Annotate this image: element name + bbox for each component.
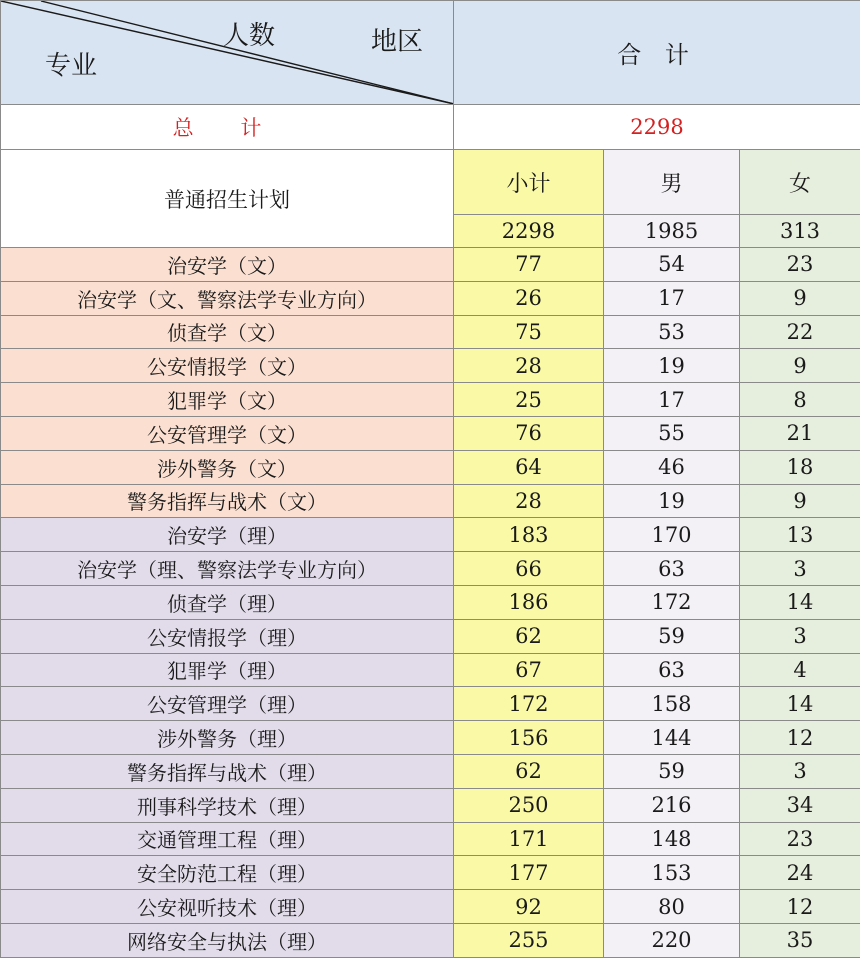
major-name: 公安管理学（理） — [1, 687, 454, 721]
total-column-header: 合 计 — [454, 1, 861, 105]
table-row — [1, 923, 861, 957]
table-row — [1, 585, 861, 619]
table-row — [1, 788, 861, 822]
major-name: 治安学（文） — [1, 248, 454, 282]
subtotal-cell: 92 — [454, 890, 604, 924]
male-cell: 170 — [604, 518, 740, 552]
subtotal-cell: 64 — [454, 450, 604, 484]
female-cell: 23 — [740, 248, 861, 282]
major-header-label: 专业 — [45, 51, 98, 81]
table-row — [1, 315, 861, 349]
subtotal-cell: 25 — [454, 383, 604, 417]
male-cell: 158 — [604, 687, 740, 721]
plan-female-total: 313 — [740, 215, 861, 248]
count-header-label: 人数 — [223, 21, 276, 51]
female-cell: 3 — [740, 619, 861, 653]
header-row — [1, 1, 861, 105]
major-name: 安全防范工程（理） — [1, 856, 454, 890]
female-cell: 12 — [740, 890, 861, 924]
female-cell: 24 — [740, 856, 861, 890]
female-cell: 3 — [740, 552, 861, 586]
female-cell: 21 — [740, 416, 861, 450]
subtotal-cell: 172 — [454, 687, 604, 721]
female-cell: 18 — [740, 450, 861, 484]
subtotal-cell: 156 — [454, 721, 604, 755]
female-cell: 13 — [740, 518, 861, 552]
male-cell: 53 — [604, 315, 740, 349]
male-cell: 63 — [604, 653, 740, 687]
right-edge — [860, 0, 864, 962]
female-cell: 8 — [740, 383, 861, 417]
table-row — [1, 754, 861, 788]
grand-total-value: 2298 — [454, 105, 861, 150]
subtotal-cell: 28 — [454, 349, 604, 383]
male-cell: 148 — [604, 822, 740, 856]
table-row — [1, 721, 861, 755]
female-cell: 35 — [740, 923, 861, 957]
subtotal-cell: 255 — [454, 923, 604, 957]
female-cell: 14 — [740, 585, 861, 619]
major-name: 侦查学（文） — [1, 315, 454, 349]
table-row — [1, 484, 861, 518]
plan-male-total: 1985 — [604, 215, 740, 248]
major-name: 警务指挥与战术（理） — [1, 754, 454, 788]
table-row — [1, 518, 861, 552]
subtotal-cell: 186 — [454, 585, 604, 619]
male-cell: 144 — [604, 721, 740, 755]
subtotal-cell: 62 — [454, 754, 604, 788]
table-row — [1, 248, 861, 282]
table-row — [1, 383, 861, 417]
female-cell: 9 — [740, 349, 861, 383]
table-row — [1, 653, 861, 687]
female-cell: 9 — [740, 484, 861, 518]
male-cell: 172 — [604, 585, 740, 619]
male-header: 男 — [604, 150, 740, 215]
female-cell: 14 — [740, 687, 861, 721]
major-name: 治安学（理、警察法学专业方向） — [1, 552, 454, 586]
table-row — [1, 416, 861, 450]
subtotal-cell: 177 — [454, 856, 604, 890]
male-cell: 19 — [604, 484, 740, 518]
major-name: 涉外警务（文） — [1, 450, 454, 484]
major-name: 刑事科学技术（理） — [1, 788, 454, 822]
table-row — [1, 281, 861, 315]
major-name: 公安情报学（文） — [1, 349, 454, 383]
male-cell: 17 — [604, 383, 740, 417]
table-row — [1, 349, 861, 383]
male-cell: 46 — [604, 450, 740, 484]
female-cell: 9 — [740, 281, 861, 315]
subtotal-cell: 62 — [454, 619, 604, 653]
table-row — [1, 619, 861, 653]
major-name: 治安学（文、警察法学专业方向） — [1, 281, 454, 315]
region-header-label: 地区 — [371, 27, 424, 57]
table-row — [1, 552, 861, 586]
male-cell: 80 — [604, 890, 740, 924]
subtotal-cell: 250 — [454, 788, 604, 822]
grand-total-label: 总 计 — [1, 105, 454, 150]
female-cell: 3 — [740, 754, 861, 788]
female-cell: 23 — [740, 822, 861, 856]
male-cell: 216 — [604, 788, 740, 822]
table-row — [1, 856, 861, 890]
major-name: 犯罪学（文） — [1, 383, 454, 417]
table-row — [1, 687, 861, 721]
table-row — [1, 890, 861, 924]
major-name: 涉外警务（理） — [1, 721, 454, 755]
female-cell: 22 — [740, 315, 861, 349]
major-name: 公安情报学（理） — [1, 619, 454, 653]
subtotal-cell: 28 — [454, 484, 604, 518]
major-name: 网络安全与执法（理） — [1, 923, 454, 957]
table-row — [1, 450, 861, 484]
major-name: 公安管理学（文） — [1, 416, 454, 450]
male-cell: 153 — [604, 856, 740, 890]
subtotal-cell: 76 — [454, 416, 604, 450]
subtotal-cell: 183 — [454, 518, 604, 552]
female-cell: 34 — [740, 788, 861, 822]
male-cell: 54 — [604, 248, 740, 282]
subtotal-cell: 77 — [454, 248, 604, 282]
diagonal-header-cell — [1, 1, 454, 105]
subtotal-cell: 171 — [454, 822, 604, 856]
male-cell: 19 — [604, 349, 740, 383]
plan-label: 普通招生计划 — [1, 150, 454, 248]
male-cell: 17 — [604, 281, 740, 315]
female-cell: 12 — [740, 721, 861, 755]
female-header: 女 — [740, 150, 861, 215]
subtotal-header: 小计 — [454, 150, 604, 215]
grand-total-row — [1, 105, 861, 150]
male-cell: 220 — [604, 923, 740, 957]
subtotal-cell: 75 — [454, 315, 604, 349]
plan-header-row — [1, 150, 861, 215]
male-cell: 55 — [604, 416, 740, 450]
male-cell: 59 — [604, 619, 740, 653]
major-name: 交通管理工程（理） — [1, 822, 454, 856]
major-name: 犯罪学（理） — [1, 653, 454, 687]
subtotal-cell: 67 — [454, 653, 604, 687]
major-name: 公安视听技术（理） — [1, 890, 454, 924]
major-name: 警务指挥与战术（文） — [1, 484, 454, 518]
plan-subtotal: 2298 — [454, 215, 604, 248]
male-cell: 59 — [604, 754, 740, 788]
major-name: 治安学（理） — [1, 518, 454, 552]
female-cell: 4 — [740, 653, 861, 687]
subtotal-cell: 26 — [454, 281, 604, 315]
subtotal-cell: 66 — [454, 552, 604, 586]
table-row — [1, 822, 861, 856]
major-name: 侦查学（理） — [1, 585, 454, 619]
male-cell: 63 — [604, 552, 740, 586]
